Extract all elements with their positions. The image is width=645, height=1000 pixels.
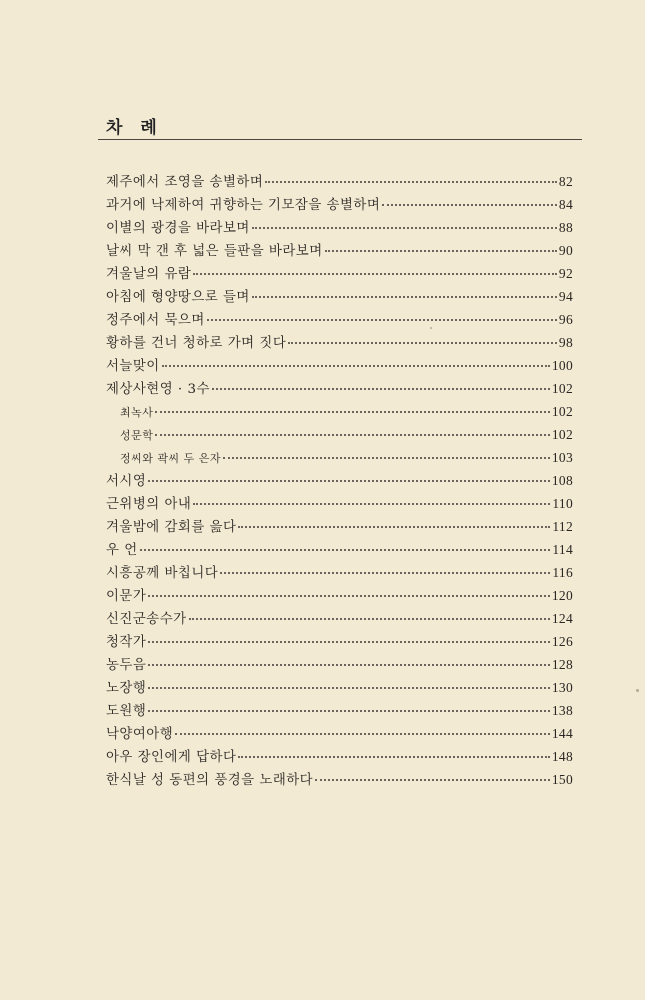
dot-leader	[315, 779, 550, 781]
dot-leader	[148, 480, 550, 482]
toc-entry-page: 148	[551, 749, 573, 764]
dot-leader	[193, 273, 557, 275]
toc-subentry	[106, 400, 573, 423]
toc-entry	[106, 262, 573, 285]
toc-entry-title: 아우 장인에게 답하다	[106, 750, 237, 765]
dot-leader	[140, 549, 551, 551]
dot-leader	[238, 756, 549, 758]
toc-entry	[106, 469, 573, 492]
dot-leader	[148, 595, 550, 597]
toc-entry-title: 정씨와 곽씨 두 은자	[120, 452, 221, 465]
page-heading: 차 례	[106, 118, 163, 138]
toc-entry	[106, 331, 573, 354]
toc-entry-title: 제상사현영 · 3수	[106, 382, 210, 397]
toc-entry-title: 제주에서 조영을 송별하며	[106, 175, 264, 190]
toc-entry	[106, 768, 573, 791]
table-of-contents	[106, 170, 573, 791]
toc-entry	[106, 584, 573, 607]
toc-entry-page: 150	[551, 772, 573, 787]
toc-entry	[106, 308, 573, 331]
toc-entry-page: 116	[552, 565, 573, 580]
toc-entry-page: 92	[558, 266, 573, 281]
paper-speck	[636, 689, 639, 692]
toc-entry	[106, 607, 573, 630]
dot-leader	[220, 572, 550, 574]
toc-entry	[106, 538, 573, 561]
toc-entry-page: 88	[558, 220, 573, 235]
toc-entry-title: 서늘맞이	[106, 359, 160, 374]
toc-entry-page: 124	[551, 611, 573, 626]
toc-entry-title: 노장행	[106, 681, 147, 696]
toc-entry-page: 102	[551, 404, 573, 419]
toc-entry-title: 아침에 형양땅으로 들며	[106, 290, 250, 305]
toc-entry	[106, 676, 573, 699]
toc-entry-title: 신진군송수가	[106, 612, 187, 627]
dot-leader	[207, 319, 557, 321]
paper-speck	[430, 327, 432, 329]
toc-entry-title: 겨울밤에 감회를 읊다	[106, 520, 237, 535]
toc-entry-title: 낙양여아행	[106, 727, 174, 742]
toc-entry-title: 성문학	[120, 429, 154, 442]
toc-entry	[106, 561, 573, 584]
toc-entry-page: 94	[558, 289, 573, 304]
toc-entry-title: 이문가	[106, 589, 147, 604]
toc-entry-title: 과거에 낙제하여 귀향하는 기모잠을 송별하며	[106, 198, 381, 213]
toc-entry	[106, 170, 573, 193]
toc-entry-title: 날씨 막 갠 후 넓은 들판을 바라보며	[106, 244, 323, 259]
dot-leader	[193, 503, 550, 505]
toc-entry	[106, 216, 573, 239]
toc-entry-page: 98	[558, 335, 573, 350]
toc-entry	[106, 745, 573, 768]
toc-entry-page: 126	[551, 634, 573, 649]
dot-leader	[189, 618, 550, 620]
dot-leader	[223, 457, 550, 459]
toc-entry-title: 이별의 광경을 바라보며	[106, 221, 250, 236]
toc-entry-title: 최녹사	[120, 406, 154, 419]
toc-entry-page: 100	[551, 358, 573, 373]
dot-leader	[212, 388, 550, 390]
dot-leader	[238, 526, 550, 528]
toc-entry-title: 정주에서 묵으며	[106, 313, 205, 328]
dot-leader	[252, 227, 557, 229]
toc-entry-page: 82	[558, 174, 573, 189]
toc-entry-title: 서시영	[106, 474, 147, 489]
toc-entry-page: 144	[551, 726, 573, 741]
toc-entry-page: 102	[551, 427, 573, 442]
toc-entry-title: 근위병의 아내	[106, 497, 192, 512]
toc-entry-page: 130	[551, 680, 573, 695]
toc-entry	[106, 193, 573, 216]
dot-leader	[148, 710, 550, 712]
dot-leader	[252, 296, 557, 298]
toc-entry-title: 시흥공께 바칩니다	[106, 566, 219, 581]
toc-entry-page: 96	[558, 312, 573, 327]
toc-entry-page: 108	[551, 473, 573, 488]
toc-entry-title: 청작가	[106, 635, 147, 650]
toc-entry	[106, 630, 573, 653]
toc-entry	[106, 492, 573, 515]
toc-entry	[106, 377, 573, 400]
toc-entry-title: 황하를 건너 청하로 가며 짓다	[106, 336, 287, 351]
toc-entry-title: 우 언	[106, 543, 138, 558]
toc-entry	[106, 515, 573, 538]
toc-entry	[106, 653, 573, 676]
toc-entry-title: 한식날 성 동편의 풍경을 노래하다	[106, 773, 314, 788]
toc-entry-page: 114	[552, 542, 573, 557]
toc-entry-page: 138	[551, 703, 573, 718]
toc-entry	[106, 239, 573, 262]
dot-leader	[148, 641, 550, 643]
dot-leader	[162, 365, 550, 367]
toc-entry-page: 120	[551, 588, 573, 603]
toc-entry	[106, 285, 573, 308]
toc-entry-page: 110	[552, 496, 573, 511]
toc-entry-page: 112	[552, 519, 573, 534]
dot-leader	[382, 204, 557, 206]
dot-leader	[265, 181, 557, 183]
toc-entry	[106, 699, 573, 722]
dot-leader	[175, 733, 550, 735]
toc-entry-page: 90	[558, 243, 573, 258]
dot-leader	[148, 687, 550, 689]
toc-entry	[106, 722, 573, 745]
toc-entry-page: 102	[551, 381, 573, 396]
toc-entry-page: 103	[551, 450, 573, 465]
dot-leader	[155, 434, 549, 436]
heading-rule	[98, 139, 582, 140]
toc-entry-page: 84	[558, 197, 573, 212]
toc-subentry	[106, 446, 573, 469]
toc-entry-title: 도원행	[106, 704, 147, 719]
dot-leader	[148, 664, 550, 666]
toc-entry-title: 농두음	[106, 658, 147, 673]
dot-leader	[325, 250, 557, 252]
toc-entry-title: 겨울날의 유람	[106, 267, 192, 282]
dot-leader	[288, 342, 557, 344]
toc-entry-page: 128	[551, 657, 573, 672]
toc-entry	[106, 354, 573, 377]
toc-subentry	[106, 423, 573, 446]
dot-leader	[155, 411, 549, 413]
